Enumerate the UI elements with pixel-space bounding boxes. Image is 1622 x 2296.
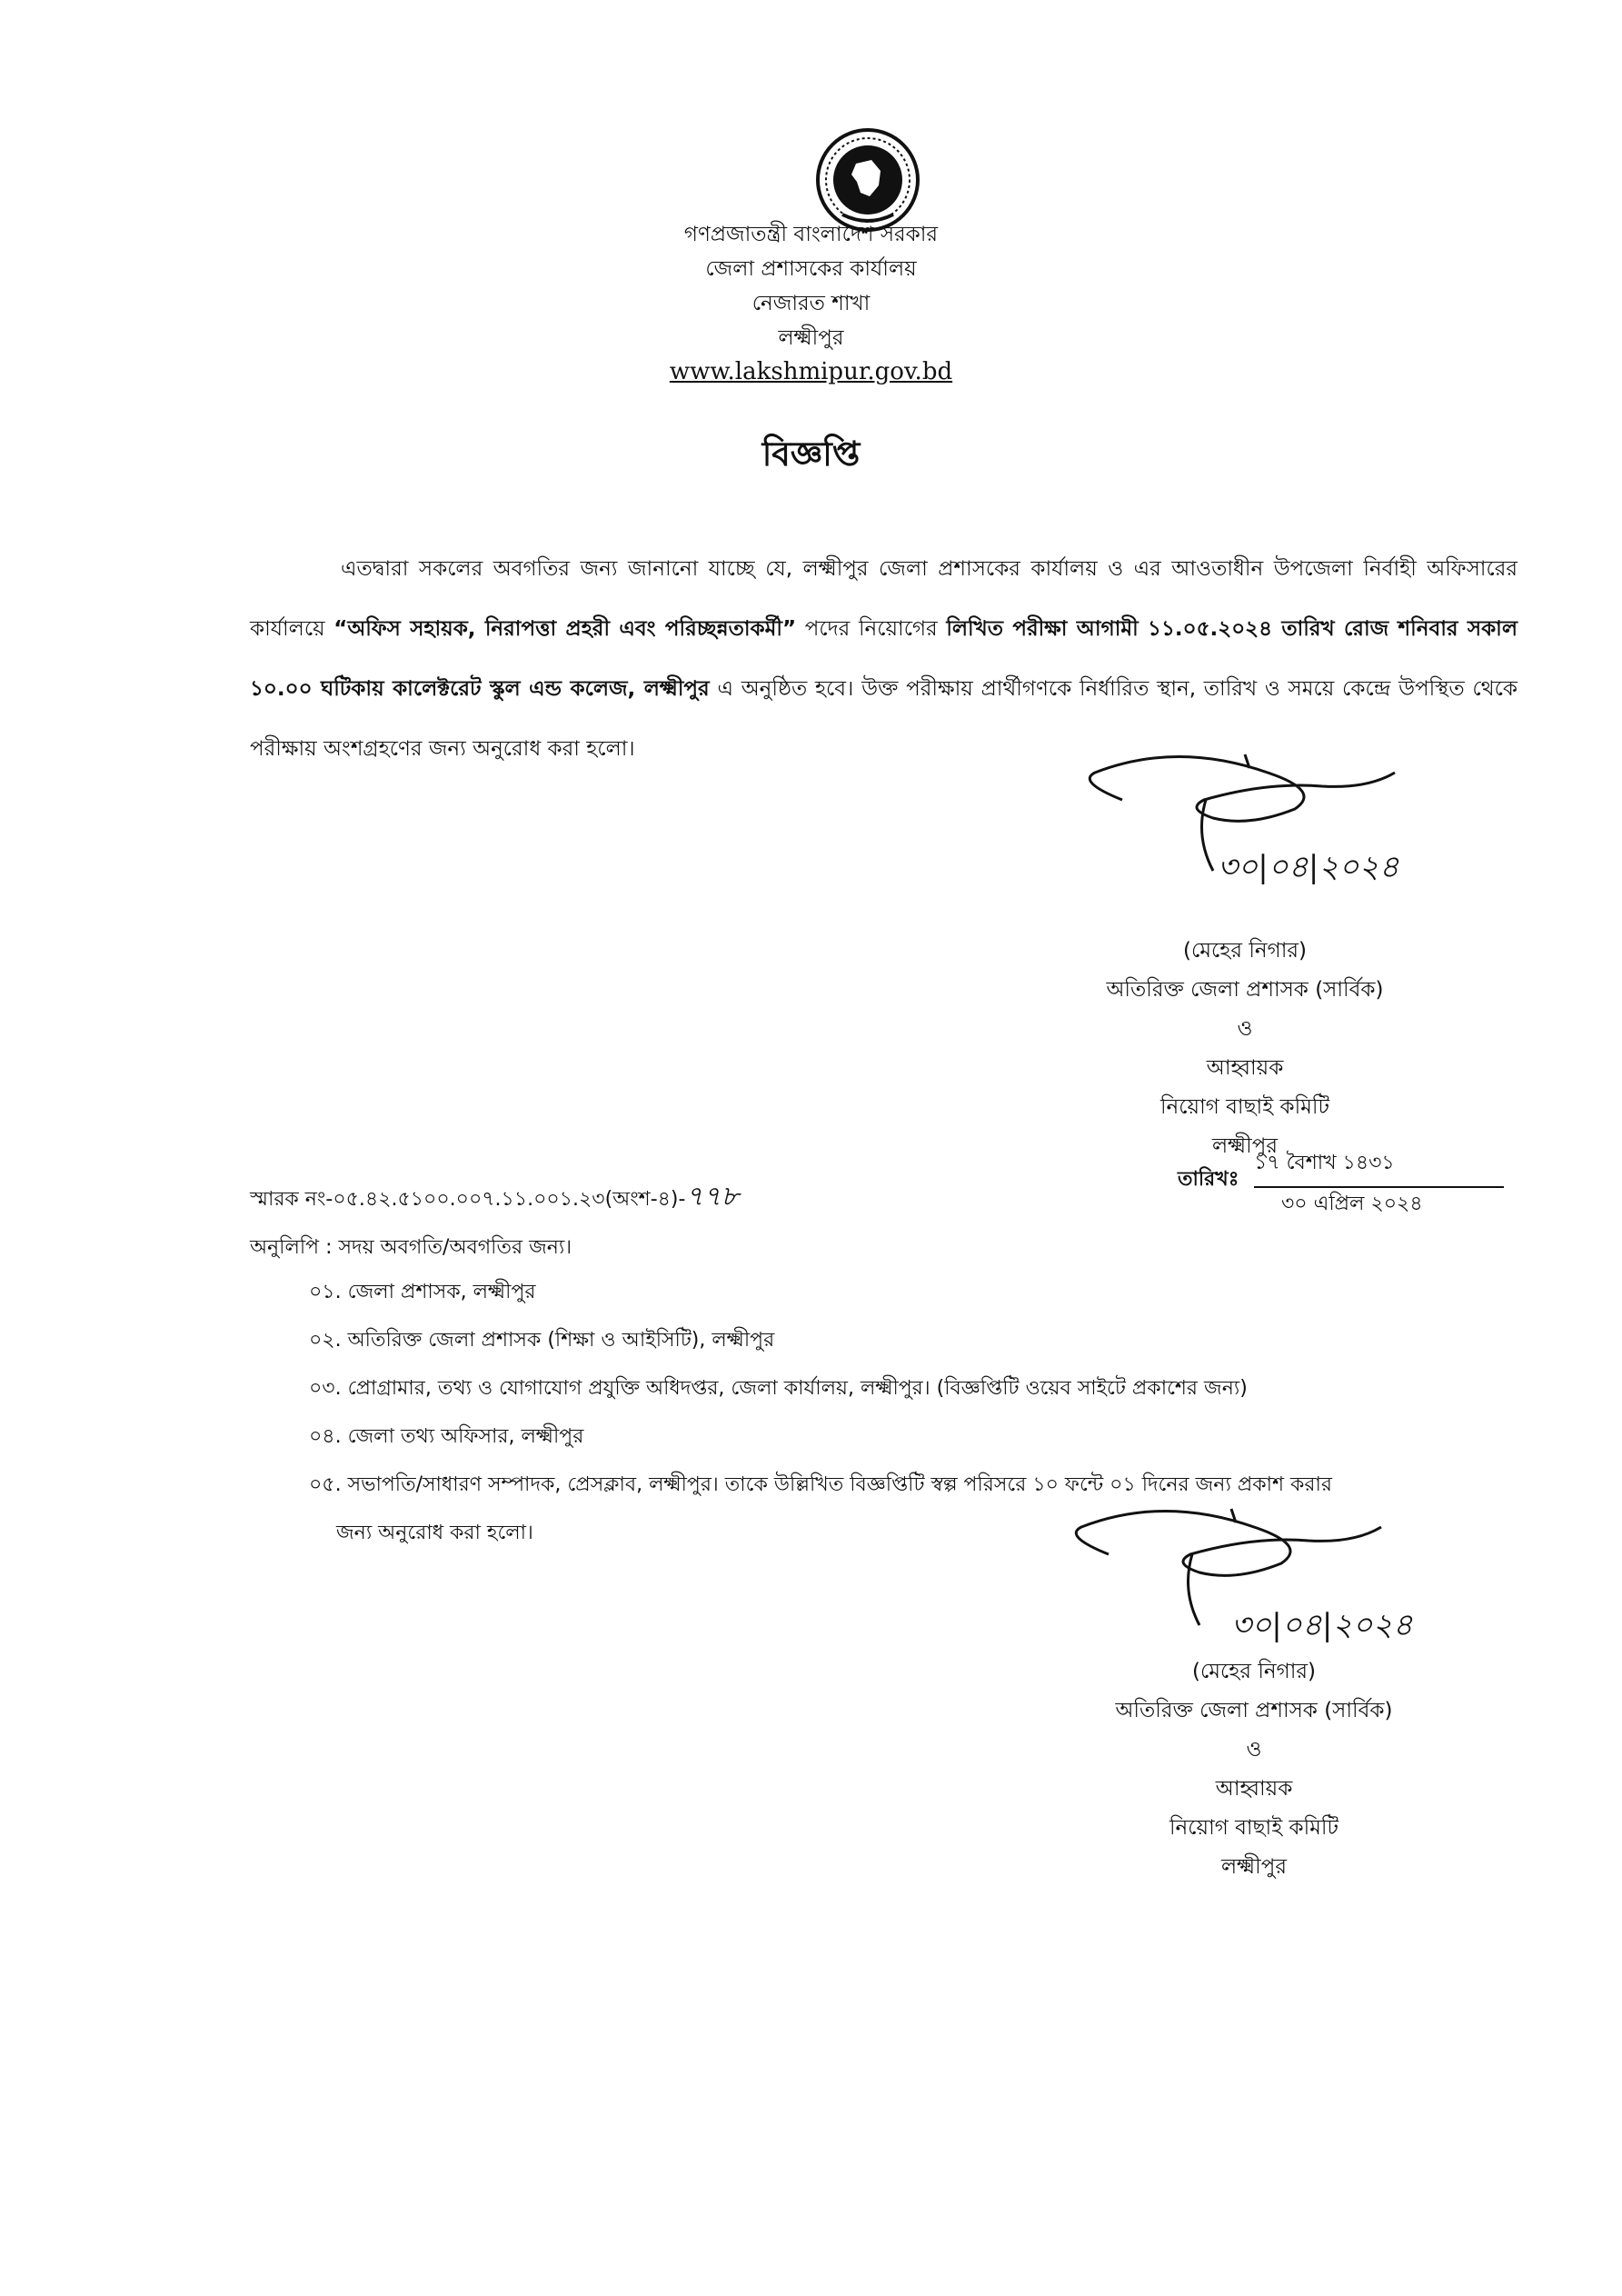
date-bangla: ১৭ বৈশাখ ১৪৩১ [1254,1147,1504,1188]
date-label: তারিখঃ [1178,1168,1239,1191]
government-seal-icon [815,127,920,233]
signature-2-date: ৩০|০৪|২০২৪ [1231,1607,1413,1643]
notice-title: বিজ্ঞপ্তি [761,434,861,474]
header-website-link[interactable]: www.lakshmipur.gov.bd [669,358,953,385]
signature-2-place: লক্ষ্মীপুর [1221,1855,1287,1879]
date-english: ৩০ এপ্রিল ২০২৪ [1281,1193,1423,1215]
signature-2-name: (মেহের নিগার) [1191,1660,1317,1683]
signature-1-place: লক্ষ্মীপুর [1212,1134,1278,1158]
signature-2-and: ও [1246,1738,1262,1762]
signature-1-committee: নিয়োগ বাছাই কমিটি [1159,1095,1330,1119]
body-text-2: পদের নিয়োগের [796,617,947,641]
signature-1-and: ও [1237,1017,1253,1041]
signature-1-date: ৩০|০৪|২০২৪ [1218,849,1399,885]
signature-2-committee: নিয়োগ বাছাই কমিটি [1169,1816,1339,1840]
memo-ref-number: স্মারক নং-০৫.৪২.৫১০০.০০৭.১১.০০১.২৩(অংশ-৪)- [250,1188,686,1211]
header-district: লক্ষ্মীপুর [778,326,844,350]
signature-2-block [1054,1652,1454,1887]
body-posts: “অফিস সহায়ক, নিরাপত্তা প্রহরী এবং পরিচ্ছন্নতাকর্মী” [333,617,797,641]
copy-item: ০১. জেলা প্রশাসক, লক্ষ্মীপুর [309,1281,536,1303]
copy-label: অনুলিপি : সদয় অবগতি/অবগতির জন্য। [250,1236,572,1259]
header-office: জেলা প্রশাসকের কার্যালয় [705,257,917,281]
body-exam-details: লিখিত পরীক্ষা আগামী ১১.০৫.২০২৪ তারিখ রোজ শনিবার সকাল ১০.০০ ঘটিকায় কালেক্টরেট স্কুল এন্ড কলেজ, লক্ষ্মীপুর [250,617,1518,701]
copy-item: ০৫. সভাপতি/সাধারণ সম্পাদক, প্রেসক্লাব, লক্ষ্মীপুর। তাকে উল্লিখিত বিজ্ঞপ্তিটি স্বল্প পরিসরে ১০ ফন্টে ০১ দিনের জন্য প্রকাশ করার [309,1473,1332,1496]
signature-1-designation: অতিরিক্ত জেলা প্রশাসক (সার্বিক) [1106,978,1384,1002]
signature-2-role: আহ্বায়ক [1215,1777,1293,1801]
signature-1-name: (মেহের নিগার) [1182,939,1308,963]
body-text-3: এ অনুষ্ঠিত হবে। উক্ত পরীক্ষায় প্রার্থীগণকে নির্ধারিত স্থান, তারিখ ও সময়ে কেন্দ্রে উপস্থিত থেকে পরীক্ষায় অংশগ্রহণের জন্য অনুরোধ করা হলো। [250,677,1518,761]
signature-1-role: আহ্বায়ক [1206,1056,1284,1080]
header-govt: গণপ্রজাতন্ত্রী বাংলাদেশ সরকার [683,223,939,246]
copy-item: ০৪. জেলা তথ্য অফিসার, লক্ষ্মীপুর [309,1425,584,1448]
signature-2-designation: অতিরিক্ত জেলা প্রশাসক (সার্বিক) [1115,1699,1393,1722]
body-text-1: এতদ্বারা সকলের অবগতির জন্য জানানো যাচ্ছে যে, লক্ষ্মীপুর জেলা প্রশাসকের কার্যালয় ও এর আওতাধীন উপজেলা নির্বাহী অফিসারের কার্যালয়ে [250,557,1518,641]
header-branch: নেজারত শাখা [751,292,871,315]
notice-body [250,539,1518,779]
copy-item: ০৩. প্রোগ্রামার, তথ্য ও যোগাযোগ প্রযুক্তি অধিদপ্তর, জেলা কার্যালয়, লক্ষ্মীপুর। (বিজ্ঞপ্তিটি ওয়েব সাইটে প্রকাশের জন্য) [309,1377,1248,1400]
memo-ref-handwritten: ৭৭৮ [685,1181,739,1213]
signature-1-block [1045,932,1445,1166]
copy-item-wrap: জন্য অনুরোধ করা হলো। [336,1522,533,1544]
memo-ref [250,1174,739,1221]
copy-item: ০২. অতিরিক্ত জেলা প্রশাসক (শিক্ষা ও আইসিটি), লক্ষ্মীপুর [309,1329,775,1352]
